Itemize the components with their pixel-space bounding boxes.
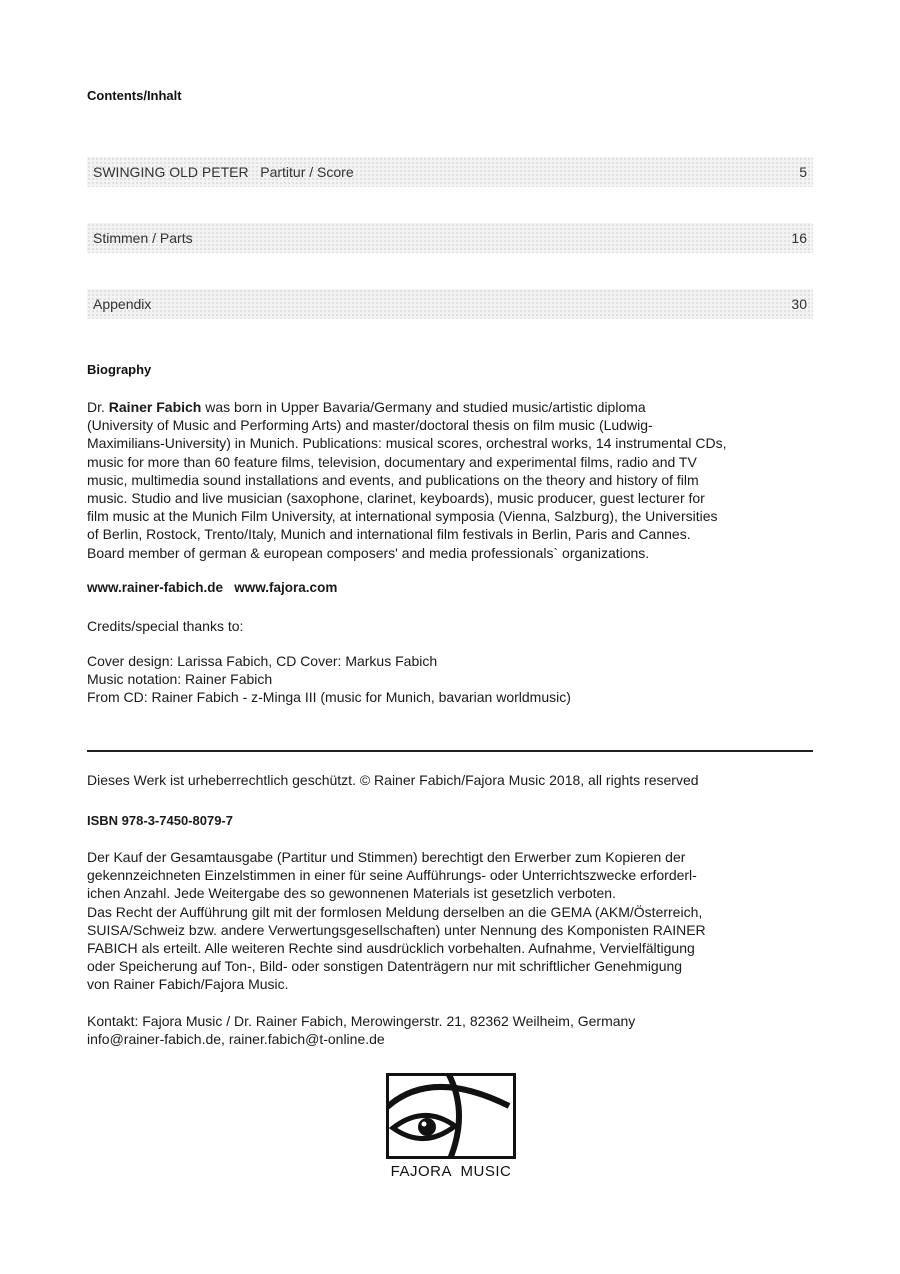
biography-line: music for more than 60 feature films, television, documentary and experimental films, radio and TV	[87, 453, 697, 470]
website-link-fajora[interactable]: www.fajora.com	[234, 580, 338, 595]
toc-entry-title: Stimmen / Parts	[93, 230, 193, 246]
contact-info	[87, 1012, 827, 1048]
contact-line: Kontakt: Fajora Music / Dr. Rainer Fabich, Merowingerstr. 21, 82362 Weilheim, Germany	[87, 1013, 636, 1029]
credits-line: Cover design: Larissa Fabich, CD Cover: Markus Fabich	[87, 653, 438, 669]
license-line: von Rainer Fabich/Fajora Music.	[87, 976, 289, 993]
license-text	[87, 848, 827, 994]
fajora-logo	[386, 1073, 516, 1159]
credits-line: Music notation: Rainer Fabich	[87, 671, 273, 688]
license-line: oder Speicherung auf Ton-, Bild- oder sonstigen Datenträgern nur mit schriftlicher Genehmigung	[87, 958, 683, 975]
biography-heading: Biography	[87, 362, 152, 377]
biography-line: Maximilians-University) in Munich. Publications: musical scores, orchestral works, 14 instrumental CDs,	[87, 435, 727, 452]
biography-line: music. Studio and live musician (saxophone, clarinet, keyboards), music producer, guest lecturer for	[87, 490, 705, 507]
license-line: gekennzeichneten Einzelstimmen in einer für seine Aufführungs- oder Unterrichtszwecke erforderl-	[87, 867, 697, 884]
license-line: Der Kauf der Gesamtausgabe (Partitur und Stimmen) berechtigt den Erwerber zum Kopieren der	[87, 849, 686, 865]
section-divider	[87, 750, 813, 752]
biography-line: Board member of german & european composers' and media professionals` organizations.	[87, 544, 650, 561]
contact-line: info@rainer-fabich.de, rainer.fabich@t-online.de	[87, 1031, 385, 1048]
biography-line	[87, 398, 827, 416]
copyright-text: Dieses Werk ist urheberrechtlich geschützt. © Rainer Fabich/Fajora Music 2018, all rights reserved	[87, 772, 699, 788]
toc-entry-page: 16	[791, 230, 807, 246]
credits-heading-text: Credits/special thanks to:	[87, 618, 244, 634]
toc-entry-parts[interactable]	[87, 223, 813, 253]
biography-line: film music at the Munich Film University, at international symposia (Vienna, Salzburg), the Universities	[87, 508, 718, 525]
credits-line: From CD: Rainer Fabich - z-Minga III (music for Munich, bavarian worldmusic)	[87, 689, 571, 706]
biography-prefix: Dr.	[87, 399, 109, 415]
toc-entry-title: Appendix	[93, 296, 152, 312]
toc-entry-page: 5	[799, 164, 807, 180]
copyright-notice	[87, 771, 827, 789]
contents-heading: Contents/Inhalt	[87, 88, 182, 103]
toc-entry-score[interactable]	[87, 157, 813, 187]
isbn-text: ISBN 978-3-7450-8079-7	[87, 813, 233, 828]
biography-line-rest: was born in Upper Bavaria/Germany and studied music/artistic diploma	[201, 399, 646, 415]
eye-logo-icon	[389, 1076, 513, 1156]
logo-caption: FAJORA MUSIC	[390, 1163, 512, 1180]
biography-line: of Berlin, Rostock, Trento/Italy, Munich and international film festivals in Berlin, Paris and Cannes.	[87, 526, 691, 543]
license-line: SUISA/Schweiz bzw. andere Verwertungsgesellschaften) unter Nennung des Komponisten RAINER	[87, 921, 706, 938]
biography-line: music, multimedia sound installations and events, and publications on the theory and history of film	[87, 471, 699, 488]
website-links	[87, 580, 337, 595]
toc-entry-page: 30	[791, 296, 807, 312]
biography-text	[87, 398, 827, 562]
toc-entry-appendix[interactable]	[87, 289, 813, 319]
license-line: ichen Anzahl. Jede Weitergabe des so gewonnenen Materials ist gesetzlich verboten.	[87, 885, 616, 902]
website-link-rainer-fabich[interactable]: www.rainer-fabich.de	[87, 580, 224, 595]
credits-list	[87, 652, 827, 707]
credits-heading	[87, 617, 827, 635]
toc-entry-title: SWINGING OLD PETER Partitur / Score	[93, 164, 354, 180]
license-line: Das Recht der Aufführung gilt mit der formlosen Meldung derselben an die GEMA (AKM/Österreich,	[87, 903, 703, 920]
license-line: FABICH als erteilt. Alle weiteren Rechte sind ausdrücklich vorbehalten. Aufnahme, Vervielfältigung	[87, 940, 695, 957]
biography-line: (University of Music and Performing Arts) and master/doctoral thesis on film music (Ludwig-	[87, 417, 653, 434]
isbn	[87, 812, 827, 830]
biography-name: Rainer Fabich	[108, 399, 202, 415]
